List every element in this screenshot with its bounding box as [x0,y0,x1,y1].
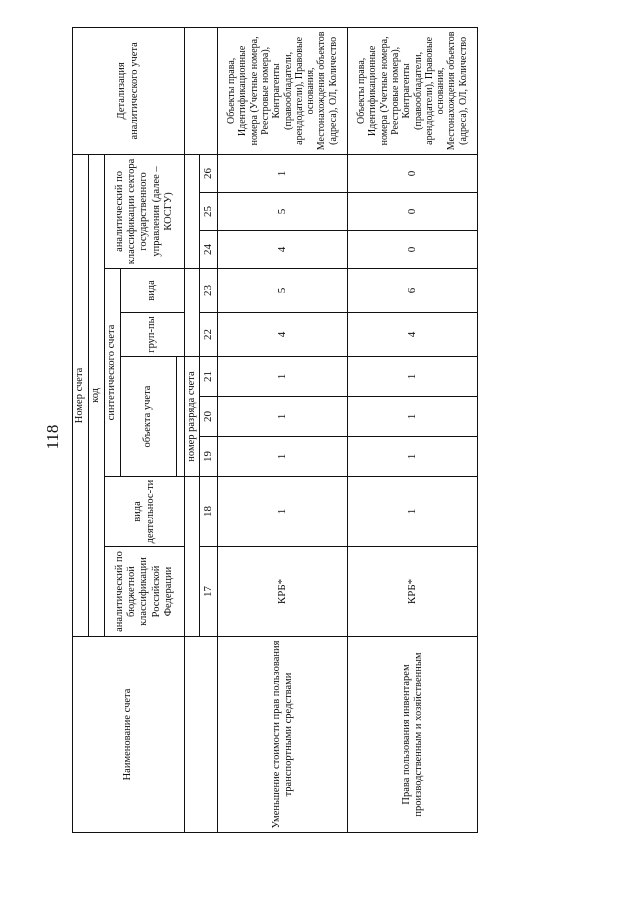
row-digit-20: 1 [218,397,348,437]
row-account-name: Уменьшение стоимости прав пользования транспортными средствами [218,637,348,833]
row-kind-code: 6 [348,269,478,313]
row-digit-20: 1 [348,397,478,437]
header-budget-class: аналитический по бюджетной классификации Российской Федерации [105,547,185,637]
row-budget-class-code: КРБ* [218,547,348,637]
row-digit-21: 1 [218,357,348,397]
column-number-17: 17 [200,547,218,637]
column-number-25: 25 [200,193,218,231]
row-digit-19: 1 [348,437,478,477]
header-kosgu: аналитический по классификации сектора государственного управления (далее – КОСГУ) [105,154,185,268]
column-number-21: 21 [200,357,218,397]
table-row [218,27,348,832]
row-kosgu-24: 4 [218,231,348,269]
header-blank-17-18 [185,477,200,637]
header-code: код [89,154,105,636]
header-detail-blank [185,27,218,154]
account-table-wrapper [72,28,476,833]
header-digit-number: номер разряда счета [185,357,200,477]
row-kind-code: 5 [218,269,348,313]
page-number: 118 [43,424,62,450]
header-blank-22-23 [185,269,200,357]
column-number-18: 18 [200,477,218,547]
header-synthetic: синтетического счета [105,269,121,477]
header-detail: Детализация аналитического учета [73,27,185,154]
row-detail: Объекты права, Идентификационные номера (Учетные номера, Реестровые номера), Контрагенты (правообладатели, арендодатели), Правовые основания, Местонахождения объектов (адреса), ОЛ, Количество [348,27,478,154]
column-number-22: 22 [200,313,218,357]
header-account-number: Номер счета [73,154,89,636]
column-number-20: 20 [200,397,218,437]
header-account-name: Наименование счета [73,637,185,833]
row-group-code: 4 [218,313,348,357]
row-digit-21: 1 [348,357,478,397]
header-object-blank [177,357,185,477]
row-kosgu-24: 0 [348,231,478,269]
row-kosgu-26: 1 [218,154,348,192]
row-account-name: Права пользования инвентарем производственным и хозяйственным [348,637,478,833]
header-name-blank [185,637,218,833]
table-row [348,27,478,832]
header-blank-24-26 [185,154,200,268]
row-detail: Объекты права, Идентификационные номера (Учетные номера, Реестровые номера), Контрагенты (правообладатели, арендодатели), Правовые основания, Местонахождения объектов (адреса), ОЛ, Количество [218,27,348,154]
column-number-23: 23 [200,269,218,313]
row-group-code: 4 [348,313,478,357]
row-budget-class-code: КРБ* [348,547,478,637]
row-kosgu-25: 5 [218,193,348,231]
row-activity-code: 1 [348,477,478,547]
header-activity-type: вида деятельнос-ти [105,477,185,547]
column-number-26: 26 [200,154,218,192]
column-number-24: 24 [200,231,218,269]
header-account-object: объекта учета [121,357,177,477]
row-activity-code: 1 [218,477,348,547]
header-group: груп-пы [121,313,185,357]
row-digit-19: 1 [218,437,348,477]
row-kosgu-26: 0 [348,154,478,192]
column-number-19: 19 [200,437,218,477]
row-kosgu-25: 0 [348,193,478,231]
account-table [72,27,478,833]
header-kind: вида [121,269,185,313]
